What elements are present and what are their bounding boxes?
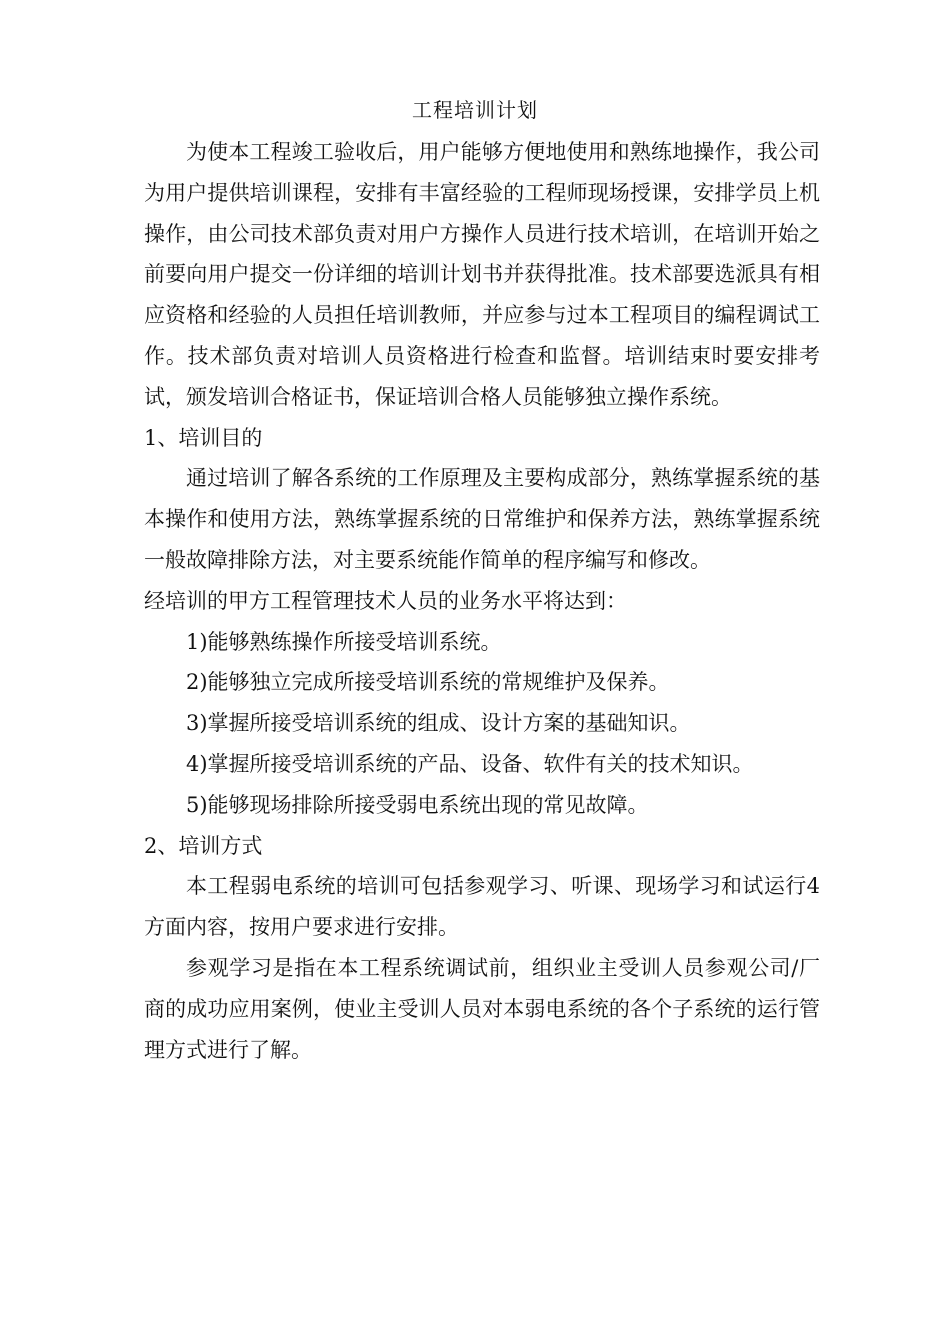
document-body (144, 132, 820, 1070)
objectives-lead: 经培训的甲方工程管理技术人员的业务水平将达到： (144, 588, 627, 613)
list-item: 4)掌握所接受培训系统的产品、设备、软件有关的技术知识。 (186, 751, 754, 776)
document-title: 工程培训计划 (412, 98, 538, 122)
list-item: 5)能够现场排除所接受弱电系统出现的常见故障。 (186, 792, 649, 817)
section-heading-objectives: 1、培训目的 (144, 425, 263, 450)
section-heading-methods: 2、培训方式 (144, 833, 263, 858)
methods-paragraph: 本工程弱电系统的培训可包括参观学习、听课、现场学习和试运行4方面内容，按用户要求进行安排。 (144, 874, 820, 940)
objectives-paragraph: 通过培训了解各系统的工作原理及主要构成部分，熟练掌握系统的基本操作和使用方法，熟练掌握系统的日常维护和保养方法，熟练掌握系统一般故障排除方法，对主要系统能作简单的程序编写和修改。 (144, 466, 820, 572)
list-item: 3)掌握所接受培训系统的组成、设计方案的基础知识。 (186, 711, 691, 736)
list-item: 2)能够独立完成所接受培训系统的常规维护及保养。 (186, 670, 670, 695)
list-item: 1)能够熟练操作所接受培训系统。 (186, 629, 502, 654)
intro-paragraph: 为使本工程竣工验收后，用户能够方便地使用和熟练地操作，我公司为用户提供培训课程，安排有丰富经验的工程师现场授课，安排学员上机操作，由公司技术部负责对用户方操作人员进行技术培训，在培训开始之前要向用户提交一份详细的培训计划书并获得批准。技术部要选派具有相应资格和经验的人员担任培训教师，并应参与过本工程项目的编程调试工作。技术部负责对培训人员资格进行检查和监督。培训结束时要安排考试，颁发培训合格证书，保证培训合格人员能够独立操作系统。 (144, 140, 820, 409)
visit-paragraph: 参观学习是指在本工程系统调试前，组织业主受训人员参观公司/厂商的成功应用案例，使业主受训人员对本弱电系统的各个子系统的运行管理方式进行了解。 (144, 955, 820, 1062)
